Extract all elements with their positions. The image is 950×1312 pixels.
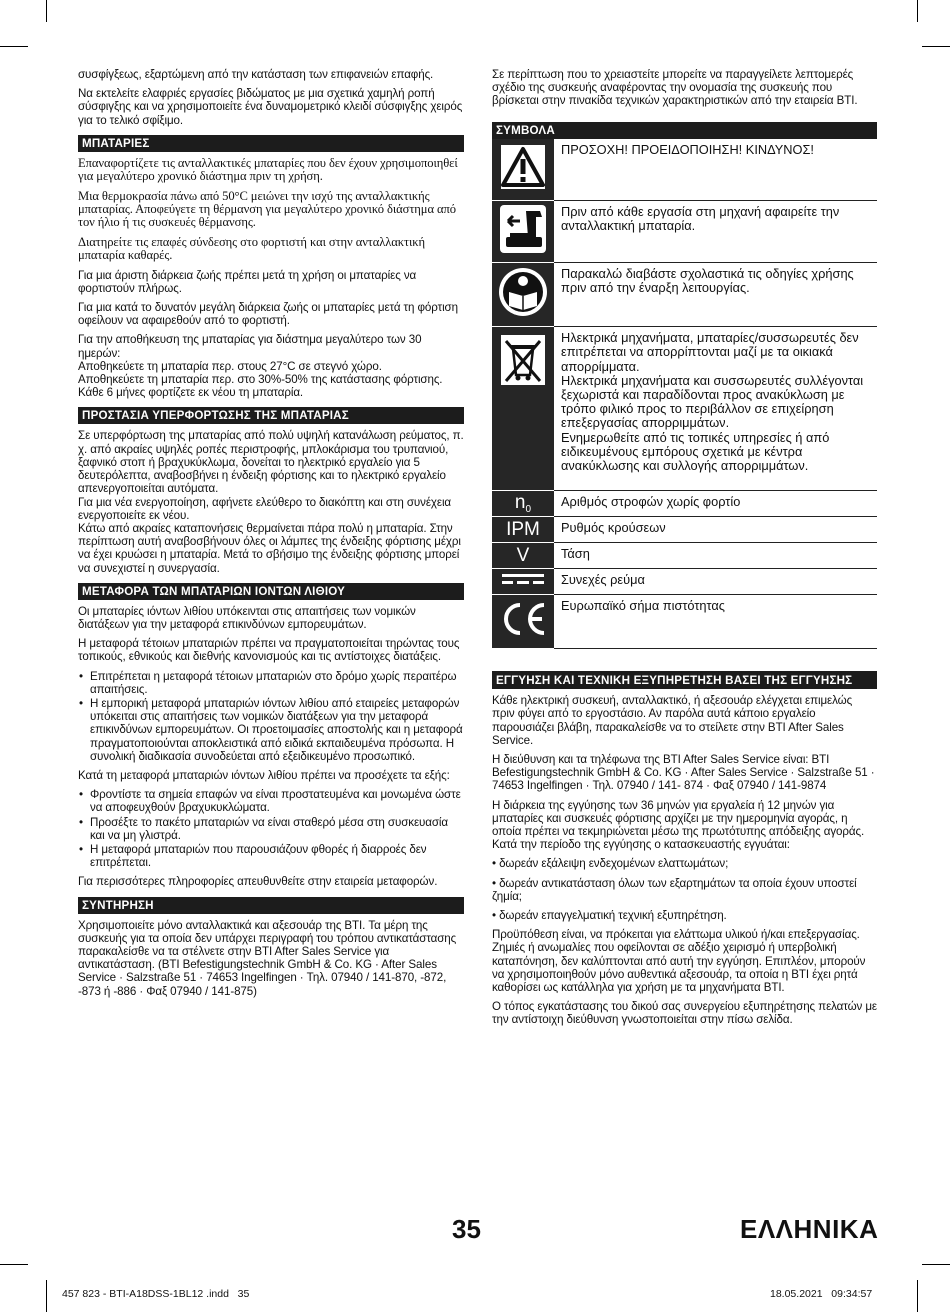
- list-item: • Προσέξτε το πακέτο μπαταριών να είναι σταθερό μέσα στη συσκευασία και να μη γλιστρά.: [78, 816, 464, 842]
- timestamp: 18.05.2021 09:34:57: [770, 1288, 873, 1300]
- symbol-cell: [492, 543, 554, 569]
- symbol-text: Ευρωπαϊκό σήμα πιστότητας: [554, 595, 877, 649]
- battery-paragraph: Μια θερμοκρασία πάνω από 50°C μειώνει την ισχύ της ανταλλακτικής μπαταρίας. Αποφεύγετε τη θέρμανση για μεγαλύτερο χρονικό διάστημα από τον ήλιο ή τις συσκευές θέρμανσης.: [78, 188, 456, 230]
- table-row: [492, 517, 877, 543]
- warranty-paragraph: Η διάρκεια της εγγύησης των 36 μηνών για εργαλεία ή 12 μηνών για μπαταρίες και συσκευές φόρτισης αρχίζει με την ημερομηνία αγοράς, η οποία πρέπει να τεκμηριώνεται μέσω της πρωτότυπης απόδειξης αγοράς. Κατά την περίοδο της εγγύησης ο κατασκευαστής εγγυάται:: [492, 798, 865, 852]
- section-header-transport: ΜΕΤΑΦΟΡΑ ΤΩΝ ΜΠΑΤΑΡΙΩΝ ΙΟΝΤΩΝ ΛΙΘΙΟΥ: [78, 583, 464, 600]
- symbol-cell: [492, 327, 554, 491]
- section-header-overload: ΠΡΟΣΤΑΣΙΑ ΥΠΕΡΦΟΡΤΩΣΗΣ ΤΗΣ ΜΠΑΤΑΡΙΑΣ: [78, 407, 464, 424]
- warranty-paragraph: Κάθε ηλεκτρική συσκευή, ανταλλακτικό, ή αξεσουάρ ελέγχεται επιμελώς πριν φύγει από το εργοστάσιο. Αν παρόλα αυτά κάποιο εργαλείο παρουσιάζει βλάβη, παρακαλείσθε να το στείλετε στην BTI After Sales Service.: [492, 694, 853, 747]
- language-label: ΕΛΛΗΝΙΚΑ: [740, 1214, 879, 1244]
- storage-line: Αποθηκεύετε τη μπαταρία περ. στους 27°C σε στεγνό χώρο.: [78, 359, 382, 373]
- symbol-cell: [492, 595, 554, 649]
- transport-paragraph: Η μεταφορά τέτοιων μπαταριών πρέπει να πραγματοποιείται τηρώντας τους τοπικούς, εθνικούς και διεθνής κανονισμούς και τις αντίστοιχες διατάξεις.: [78, 637, 460, 664]
- symbol-cell: [492, 569, 554, 595]
- section-header-batteries: ΜΠΑΤΑΡΙΕΣ: [78, 135, 464, 152]
- transport-paragraph: Κατά τη μεταφορά μπαταριών ιόντων λιθίου πρέπει να προσέχετε τα εξής:: [78, 768, 450, 782]
- list-item: • Επιτρέπεται η μεταφορά τέτοιων μπαταριών στο δρόμο χωρίς περαιτέρω απαιτήσεις.: [78, 670, 464, 696]
- file-info: 457 823 - BTI-A18DSS-1BL12 .indd 35: [62, 1288, 250, 1300]
- transport-bullets: [78, 670, 464, 763]
- symbol-text: Τάση: [554, 543, 877, 569]
- transport-paragraph: Οι μπαταρίες ιόντων λιθίου υπόκεινται στις απαιτήσεις των νομικών διατάξεων για την μεταφορά επικινδύνων εμπορευμάτων.: [78, 604, 416, 631]
- crop-mark: [922, 1264, 950, 1265]
- battery-paragraph: Επαναφορτίζετε τις ανταλλακτικές μπαταρίες που δεν έχουν χρησιμοποιηθεί για μεγαλύτερο χρονικό διάστημα πριν τη χρήση.: [78, 155, 458, 184]
- crop-mark: [46, 0, 47, 22]
- symbol-cell: [492, 139, 554, 201]
- battery-paragraph: Για μια κατά το δυνατόν μεγάλη διάρκεια ζωής οι μπαταρίες μετά τη φόρτιση οφείλουν να αφαιρεθούν από το φορτιστή.: [78, 301, 458, 328]
- list-item: • Η μεταφορά μπαταριών που παρουσιάζουν φθορές ή διαρροές δεν επιτρέπεται.: [78, 843, 464, 869]
- direct-current-icon: [500, 571, 546, 587]
- symbol-cell: [492, 491, 554, 517]
- symbol-text: Συνεχές ρεύμα: [554, 569, 877, 595]
- storage-line: Αποθηκεύετε τη μπαταρία περ. στο 30%-50% της κατάστασης φόρτισης.: [78, 373, 443, 387]
- overload-paragraph: Κάτω από ακραίες καταπονήσεις θερμαίνεται πάρα πολύ η μπαταρία. Στην περίπτωση αυτή αναβοσβήνουν όλες οι λάμπες της ένδειξης φόρτισης μέχρι να έχει κρυώσει η μπαταρία. Μετά το σβήσιμο της ένδειξης φόρτισης μπορεί να συνεχιστεί η συνεργασία.: [78, 521, 461, 575]
- warranty-paragraph: Η διεύθυνση και τα τηλέφωνα της BTI After Sales Service είναι: BTI Befestigungstechnik GmbH & Co. KG · After Sales Service · Salzstraße 51 · 74653 Ingelfingen · Τηλ. 07940 / 141- 874 · Φαξ 07940 / 141-9874: [492, 752, 875, 793]
- warning-triangle-icon: [499, 143, 547, 191]
- symbol-text: Αριθμός στροφών χωρίς φορτίο: [554, 491, 877, 517]
- symbol-text: Ηλεκτρικά μηχανήματα, μπαταρίες/συσσωρευτές δεν επιτρέπεται να απορρίπτονται μαζί με τα οικιακά απορρίμματα. Ηλεκτρικά μηχανήματα και συσσωρευτές συλλέγονται ξεχωριστά και παραδίδονται προς ανακύκλωση με τρόπο φιλικό προς το περιβάλλον σε επιχείρηση επεξεργασίας απορριμμάτων. Ενημερωθείτε από τις τοπικές υπηρεσίες ή από ειδικευμένους εμπόρους σχετικά με κέντρα ανακύκλωσης και συλλογής απορριμμάτων.: [554, 327, 877, 491]
- crossed-bin-icon: [499, 333, 547, 387]
- overload-paragraph: Σε υπερφόρτωση της μπαταρίας από πολύ υψηλή κατανάλωση ρεύματος, π. χ. από ακραίες υψηλές ροπές περιστροφής, μπλοκάρισμα του τρυπανιού, ξαφνικό στοπ ή βραχυκύκλωμα, δονείται το ηλεκτρικό εργαλείο για 5 δευτερόλεπτα, αναβοσβήνει η ένδειξη φόρτισης και το ηλεκτρικό εργαλείο απενεργοποιείται αυτόματα.: [78, 429, 464, 496]
- maintenance-paragraph: Χρησιμοποιείτε μόνο ανταλλακτικά και αξεσουάρ της BTI. Τα μέρη της συσκευής για τα οποία δεν υπάρχει περιγραφή του τρόπου αντικατάστασης παρακαλείσθε να τα στέλνετε στην BTI After Sales Service για αντικατάσταση. (BTI Befestigungstechnik GmbH & Co. KG · After Sales Service · Salzstraße 51 · 74653 Ingelfingen · Τηλ. 07940 / 141-870, -872, -873 ή -886 · Φαξ 07940 / 141-875): [78, 918, 457, 998]
- section-header-maintenance: ΣΥΝΤΗΡΗΣΗ: [78, 897, 464, 914]
- table-row: [492, 263, 877, 327]
- crop-mark: [917, 0, 918, 22]
- symbol-cell: [492, 201, 554, 263]
- crop-mark: [46, 1280, 47, 1312]
- remove-battery-icon: [498, 203, 548, 255]
- battery-paragraph: Για μια άριστη διάρκεια ζωής πρέπει μετά τη χρήση οι μπαταρίες να φορτιστούν πλήρως.: [78, 268, 417, 295]
- right-column: [492, 68, 877, 1033]
- symbol-text: ΠΡΟΣΟΧΗ! ΠΡΟΕΙΔΟΠΟΙΗΣΗ! ΚΙΝΔΥΝΟΣ!: [554, 139, 877, 201]
- table-row: [492, 543, 877, 569]
- intro-paragraph: Σε περίπτωση που το χρειαστείτε μπορείτε να παραγγείλετε λεπτομερές σχέδιο της συσκευής αναφέροντας την ονομασία της συσκευής που βρίσκεται στην πινακίδα τεχνικών χαρακτηριστικών από την εταιρεία BTI.: [492, 68, 858, 108]
- symbol-n0: n: [514, 492, 526, 514]
- section-header-warranty: ΕΓΓΥΗΣΗ ΚΑΙ ΤΕΧΝΙΚΗ ΕΞΥΠΗΡΕΤΗΣΗ ΒΑΣΕΙ ΤΗΣ ΕΓΓΥΗΣΗΣ: [492, 671, 877, 689]
- symbol-text: Παρακαλώ διαβάστε σχολαστικά τις οδηγίες χρήσης πριν από την έναρξη λειτουργίας.: [554, 263, 877, 327]
- ce-mark-icon: [498, 599, 548, 639]
- crop-mark: [917, 1280, 918, 1312]
- storage-line: Για την αποθήκευση της μπαταρίας για διάστημα μεγαλύτερο των 30 ημερών:: [78, 333, 422, 360]
- transport-paragraph: Για περισσότερες πληροφορίες απευθυνθείτε στην εταιρεία μεταφορών.: [78, 875, 438, 889]
- warranty-paragraph: Ο τόπος εγκατάστασης του δικού σας συνεργείου εξυπηρέτησης πελατών με την αντίστοιχη διεύθυνση γνωστοποιείται στην πίσω σελίδα.: [492, 1000, 877, 1027]
- symbol-text: Πριν από κάθε εργασία στη μηχανή αφαιρείτε την ανταλλακτική μπαταρία.: [554, 201, 877, 263]
- battery-paragraph: Διατηρείτε τις επαφές σύνδεσης στο φορτιστή και στην ανταλλακτική μπαταρία καθαρές.: [78, 234, 425, 263]
- table-row: [492, 327, 877, 491]
- table-row: [492, 569, 877, 595]
- left-column: [78, 68, 464, 1004]
- warranty-paragraph: Προϋπόθεση είναι, να πρόκειται για ελάττωμα υλικού ή/και επεξεργασίας. Ζημιές ή ανωμαλίες που οφείλονται σε αδέξιο χειρισμό ή υπερβολική καταπόνηση, δεν καλύπτονται από αυτή την εγγύηση. Επιπλέον, μπορούν να χρησιμοποιηθούν μόνο αυθεντικά αξεσουάρ, τα οποία η BTI έχει ρητά καθορίσει ως κατάλληλα για χρήση με τα μηχανήματα BTI.: [492, 928, 866, 994]
- crop-mark: [0, 1264, 28, 1265]
- warranty-item: • δωρεάν εξάλειψη ενδεχομένων ελαττωμάτων;: [492, 857, 729, 871]
- warranty-item: • δωρεάν επαγγελματική τεχνική εξυπηρέτηση.: [492, 908, 727, 922]
- symbol-cell: [492, 263, 554, 327]
- table-row: [492, 595, 877, 649]
- transport-bullets: [78, 788, 464, 869]
- storage-line: Κάθε 6 μήνες φορτίζετε εκ νέου τη μπαταρία.: [78, 386, 304, 400]
- intro-paragraph: Να εκτελείτε ελαφριές εργασίες βιδώματος με μια σχετικά χαμηλή ροπή σύσφιγξης και να χρησιμοποιείτε ένα δυναμομετρικό κλειδί σύσφιγξης χειρός για το τελικό σφίξιμο.: [78, 87, 463, 127]
- table-row: [492, 139, 877, 201]
- symbol-cell: [492, 517, 554, 543]
- read-manual-icon: [497, 266, 549, 318]
- warranty-item: • δωρεάν αντικατάσταση όλων των εξαρτημάτων τα οποία έχουν υποστεί ζημία;: [492, 876, 857, 903]
- crop-mark: [0, 46, 28, 47]
- table-row: [492, 201, 877, 263]
- symbol-text: Ρυθμός κρούσεων: [554, 517, 877, 543]
- table-row: [492, 491, 877, 517]
- list-item: • Φροντίστε τα σημεία επαφών να είναι προστατευμένα και μονωμένα ώστε να αποφευχθούν βραχυκυκλώματα.: [78, 788, 464, 814]
- symbols-table: [492, 139, 877, 650]
- page-number: 35: [452, 1214, 481, 1244]
- symbol-v: V: [516, 544, 530, 566]
- intro-paragraph: συσφίγξεως, εξαρτώμενη από την κατάσταση των επιφανειών επαφής.: [78, 68, 434, 81]
- section-header-symbols: ΣΥΜΒΟΛΑ: [492, 122, 877, 139]
- overload-paragraph: Για μια νέα ενεργοποίηση, αφήνετε ελεύθερο το διακόπτη και στη συνέχεια ενεργοποιείτε εκ νέου.: [78, 495, 452, 522]
- crop-mark: [922, 46, 950, 47]
- symbol-ipm: IPM: [506, 518, 540, 540]
- list-item: • Η εμπορική μεταφορά μπαταριών ιόντων λιθίου από εταιρείες μεταφορών υπόκειται στις απαιτήσεις των νομικών διατάξεων για την μεταφορά επικινδύνων εμπορευμάτων. Οι προετοιμασίες αποστολής και η μεταφορά πραγματοποιούνται αποκλειστικά από ειδικά εκπαιδευμένα πρόσωπα. Η συνολική διαδικασία συνοδεύεται από εξειδικευμένο προσωπικό.: [78, 697, 464, 763]
- symbol-n0-subscript: 0: [525, 504, 532, 516]
